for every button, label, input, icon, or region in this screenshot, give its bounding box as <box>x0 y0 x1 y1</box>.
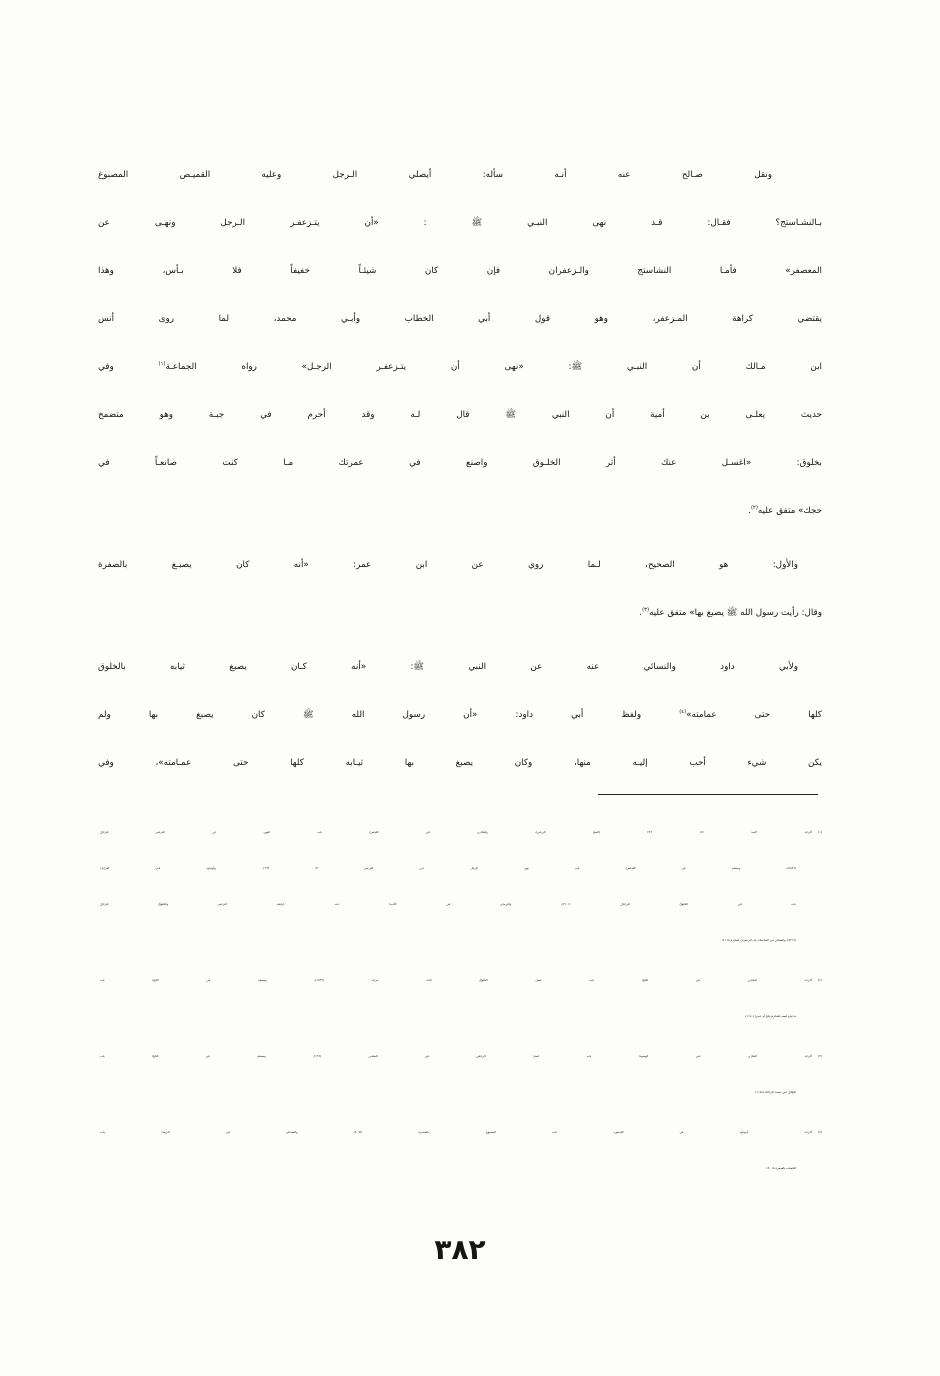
text-line <box>98 691 822 739</box>
page-number: ٣٨٢ <box>434 1233 486 1266</box>
footnote-line <box>100 1114 822 1150</box>
text-line <box>98 487 822 535</box>
text-line: حديث يعلـى بن أمية أن النبي ﷺ قال لـه وقد أحرم في جبـة وهو متضمخ <box>98 410 822 420</box>
footnote-marker: (٣) <box>818 1054 822 1058</box>
footnote-ref-4: (٤) <box>679 709 687 716</box>
main-text <box>98 151 822 793</box>
text-line: يكن شيء أحب إليـه منها، وكان يصبغ بها ثيـابه كلها حتى عمـامته»، وفي <box>98 758 822 768</box>
footnote-text: أخرجه أحمد ١٧/ ٢٤٦ (الفتح الرباني)، والبخاري في اللباس/ باب النهي عن التزعفر للرجال <box>100 830 813 834</box>
footnote-text: أخرجه أبـوداود في اللبـاس/ بـاب المصبوغ بـالصفـرة (٤٠٦٤) والنسـائي في الـزينة/ بـاب <box>100 1130 813 1134</box>
footnote-marker: (٢) <box>818 978 822 982</box>
text-segment: . <box>639 608 643 618</box>
footnote-line <box>100 814 822 850</box>
footnote-marker: (١) <box>818 830 822 834</box>
footnote-text: أخرجه البخاري فـي الوضوء/ باب غسل الرجلين في النعليـن (١٦٦)، ومسلم في الحج/ باب <box>100 1054 813 1058</box>
text-line <box>98 343 822 391</box>
text-segment: حجك» متفق عليه <box>757 506 822 516</box>
text-line: المعصفر» فأمـا النشاستج والـزعفران فإن كان شيئـاً خفيفاً فلا بـأس، وهذا <box>98 266 822 276</box>
footnote-ref-1: (١) <box>158 361 166 368</box>
paragraph-1 <box>98 151 822 535</box>
footnote-ref-3: (٣) <box>642 607 650 614</box>
paragraph-2 <box>98 541 822 637</box>
text-line: ولأبي داود والنسائي عنه عن النبي ﷺ: «أنه كـان يصبغ ثيابه بالخلوق <box>98 662 798 672</box>
text-segment: ولفظ أبي داود: «أن رسول الله ﷺ كان يصبغ بها ولم <box>98 710 680 720</box>
text-line: بـالنشـاستج؟ فقـال: قـد نهى النبـي ﷺ : «أن يتـزعفـر الـرجل ونهـى عن <box>98 218 822 228</box>
footnote-line: ما يباح لبسه للمحرم بحج أو عمرة (١١٨٠). <box>744 1014 796 1018</box>
text-segment: وفي <box>98 362 159 372</box>
text-line: يقتضي كراهة المـزعفر، وهو قول أبي الخطاب وأبـي محمد، لما روى أنس <box>98 314 822 324</box>
footnote-text: أخرجه البخاري في الحج/ باب غسل الخلوق ثلاث مرات (١٥٣٦)، ومسلم في الحج/ باب <box>100 978 813 982</box>
text-segment: وقال: رأيت رسول الله ﷺ يصبغ بها» متفق عليه <box>649 608 822 618</box>
text-line: ونقل صـالح عنه أنـه سأله: أيصلي الـرجل وعليه القميـص المصبوغ <box>98 170 772 180</box>
footnote-line <box>100 1038 822 1074</box>
footnote-line: الخضاب بالصفرة ٨/ ١٤٠. <box>765 1166 796 1170</box>
footnote-3 <box>100 1038 822 1110</box>
footnote-line <box>100 962 822 998</box>
text-line: والأول: هو الصحيح، لـما روي عن ابن عمر: «أنه كان يصبـغ بالصفرة <box>98 560 798 570</box>
text-line <box>98 589 822 637</box>
footnote-marker: (٤) <box>818 1130 822 1134</box>
footnote-4 <box>100 1114 822 1186</box>
footnote-ref-2: (٢) <box>750 505 758 512</box>
footnote-line: (٥٨٤٦)، ومسلم في اللبـاس/ باب نهي الرجل عـن التزعفر ٣/ ١٦٦٢، وأبوداود فـي الترجل/ <box>100 866 796 870</box>
footnote-line: الإهلال حين تنبعث الراحلة (١١٨٧). <box>754 1090 796 1094</box>
text-line: بخلوق: «اغسـل عنك أثر الخلـوق واصنع في عمرتك مـا كنت صانعـاً في <box>98 458 822 468</box>
footnote-separator <box>598 794 818 795</box>
footnote-line: باب في الخلوق للرجـال (٢١٠١)، والترمذي في الأدب/ باب كراهية التزعفر والخلوق للرجال <box>100 902 796 906</box>
text-segment: . <box>748 506 751 516</box>
paragraph-3 <box>98 643 822 787</box>
footnote-1 <box>100 814 822 958</box>
text-segment: ابن مـالك أن النبـي ﷺ: «نهى أن يتـزعفـر الرجـل» رواه الجماعـة <box>165 362 822 372</box>
footnote-2 <box>100 962 822 1034</box>
text-segment: كلها حتى عمامته» <box>686 710 822 720</box>
footnote-line: (٨٢١٦)، والنسائي في المناسك/ باب الزعفران للمحرم ٥/ ١٤١. <box>720 938 796 942</box>
footnotes <box>100 814 822 1190</box>
